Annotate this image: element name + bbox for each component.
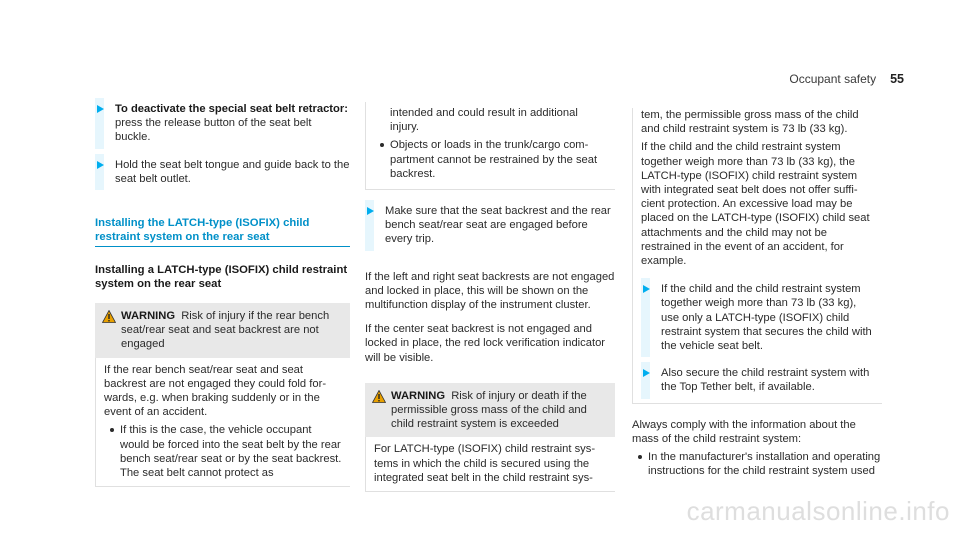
warning-headline: Risk of injury if the rear bench seat/rear seat and seat backrest are not engaged — [121, 310, 330, 351]
step-use-seat-belt-system — [641, 282, 874, 353]
page-header — [789, 72, 904, 86]
warning-text: For LATCH-type (ISOFIX) child restraint systems in which the child is secured using the integrated seat belt in the child restraint sys- — [374, 443, 596, 484]
warning-header — [95, 303, 350, 358]
section-title: Occupant safety — [789, 72, 877, 86]
paragraph: If the left and right seat backrests are not engaged and locked in place, this will be shown on the multifunction display of the instrument cluster. — [365, 270, 615, 312]
page-number: 55 — [890, 72, 904, 86]
triangle-arrow-icon — [97, 105, 104, 113]
warning-triangle-icon — [372, 390, 386, 403]
triangle-arrow-icon — [643, 285, 650, 293]
warning-box — [365, 383, 615, 492]
list-item: Objects or loads in the trunk/cargo compartment cannot be restrained by the seat backrest. — [374, 138, 607, 181]
step-text: If the child and the child restraint system together weigh more than 73 lb (33 kg), use only a LATCH-type (ISOFIX) child restraint system that secures the child with the vehicle seat belt. — [661, 283, 872, 353]
paragraph: tem, the permissible gross mass of the child and child restraint system is 73 lb (33 kg). — [641, 109, 859, 136]
warning-text: If the rear bench seat/rear seat and seat backrest are not engaged they could fold forwards, e.g. when braking suddenly or in the event of an accident. — [104, 363, 327, 419]
step-text: press the release button of the seat belt buckle. — [115, 117, 312, 144]
list-item: If this is the case, the vehicle occupant would be forced into the seat belt by the rear bench seat/rear seat or by the seat backrest. The seat belt cannot protect as — [104, 423, 342, 480]
step-text: Also secure the child restraint system with the Top Tether belt, if available. — [661, 367, 870, 394]
warning-triangle-icon — [102, 310, 116, 323]
warning-header — [365, 383, 615, 438]
warning-label: WARNING — [121, 310, 176, 323]
step-top-tether — [641, 366, 874, 394]
column-3 — [632, 108, 882, 478]
list-item: In the manufacturer's installation and operating instructions for the child restraint system used — [632, 450, 882, 478]
step-text: Hold the seat belt tongue and guide back to the seat belt outlet. — [115, 158, 350, 185]
triangle-arrow-icon — [97, 161, 104, 169]
warning-body — [95, 358, 350, 488]
warning-continuation — [632, 108, 882, 404]
step-deactivate-retractor — [95, 102, 350, 145]
warning-headline: Risk of injury or death if the permissible gross mass of the child and child restraint system is exceeded — [391, 389, 587, 431]
paragraph: If the center seat backrest is not engaged and locked in place, the red lock verification indicator will be visible. — [365, 323, 606, 364]
warning-label: WARNING — [391, 389, 446, 402]
warning-box — [95, 303, 350, 487]
column-2 — [365, 102, 615, 492]
triangle-arrow-icon — [367, 207, 374, 215]
continued-text: intended and could result in additional injury. — [390, 107, 578, 134]
paragraph: Always comply with the information about the mass of the child restraint system: — [632, 418, 856, 445]
triangle-arrow-icon — [643, 369, 650, 377]
subheading: Installing a LATCH-type (ISOFIX) child restraint system on the rear seat — [95, 264, 348, 291]
section-heading: Installing the LATCH-type (ISOFIX) child restraint system on the rear seat — [95, 216, 350, 247]
step-bold-label: To deactivate the special seat belt retractor: — [115, 103, 348, 115]
step-text: Make sure that the seat backrest and the rear bench seat/rear seat are engaged before every trip. — [385, 205, 611, 246]
watermark: carmanualsonline.info — [686, 496, 950, 526]
warning-body — [365, 437, 615, 492]
warning-continuation — [365, 102, 615, 190]
step-check-backrest — [365, 204, 615, 247]
step-hold-tongue — [95, 158, 350, 186]
paragraph: If the child and the child restraint system together weigh more than 73 lb (33 kg), the LATCH-type (ISOFIX) child restraint system with integrated seat belt does not offer sufficient protection. An excessive load may be placed on the LATCH-type (ISOFIX) child seat attachments and the child may not be restrained in the event of an accident, for example. — [641, 141, 870, 268]
column-1 — [95, 102, 350, 487]
